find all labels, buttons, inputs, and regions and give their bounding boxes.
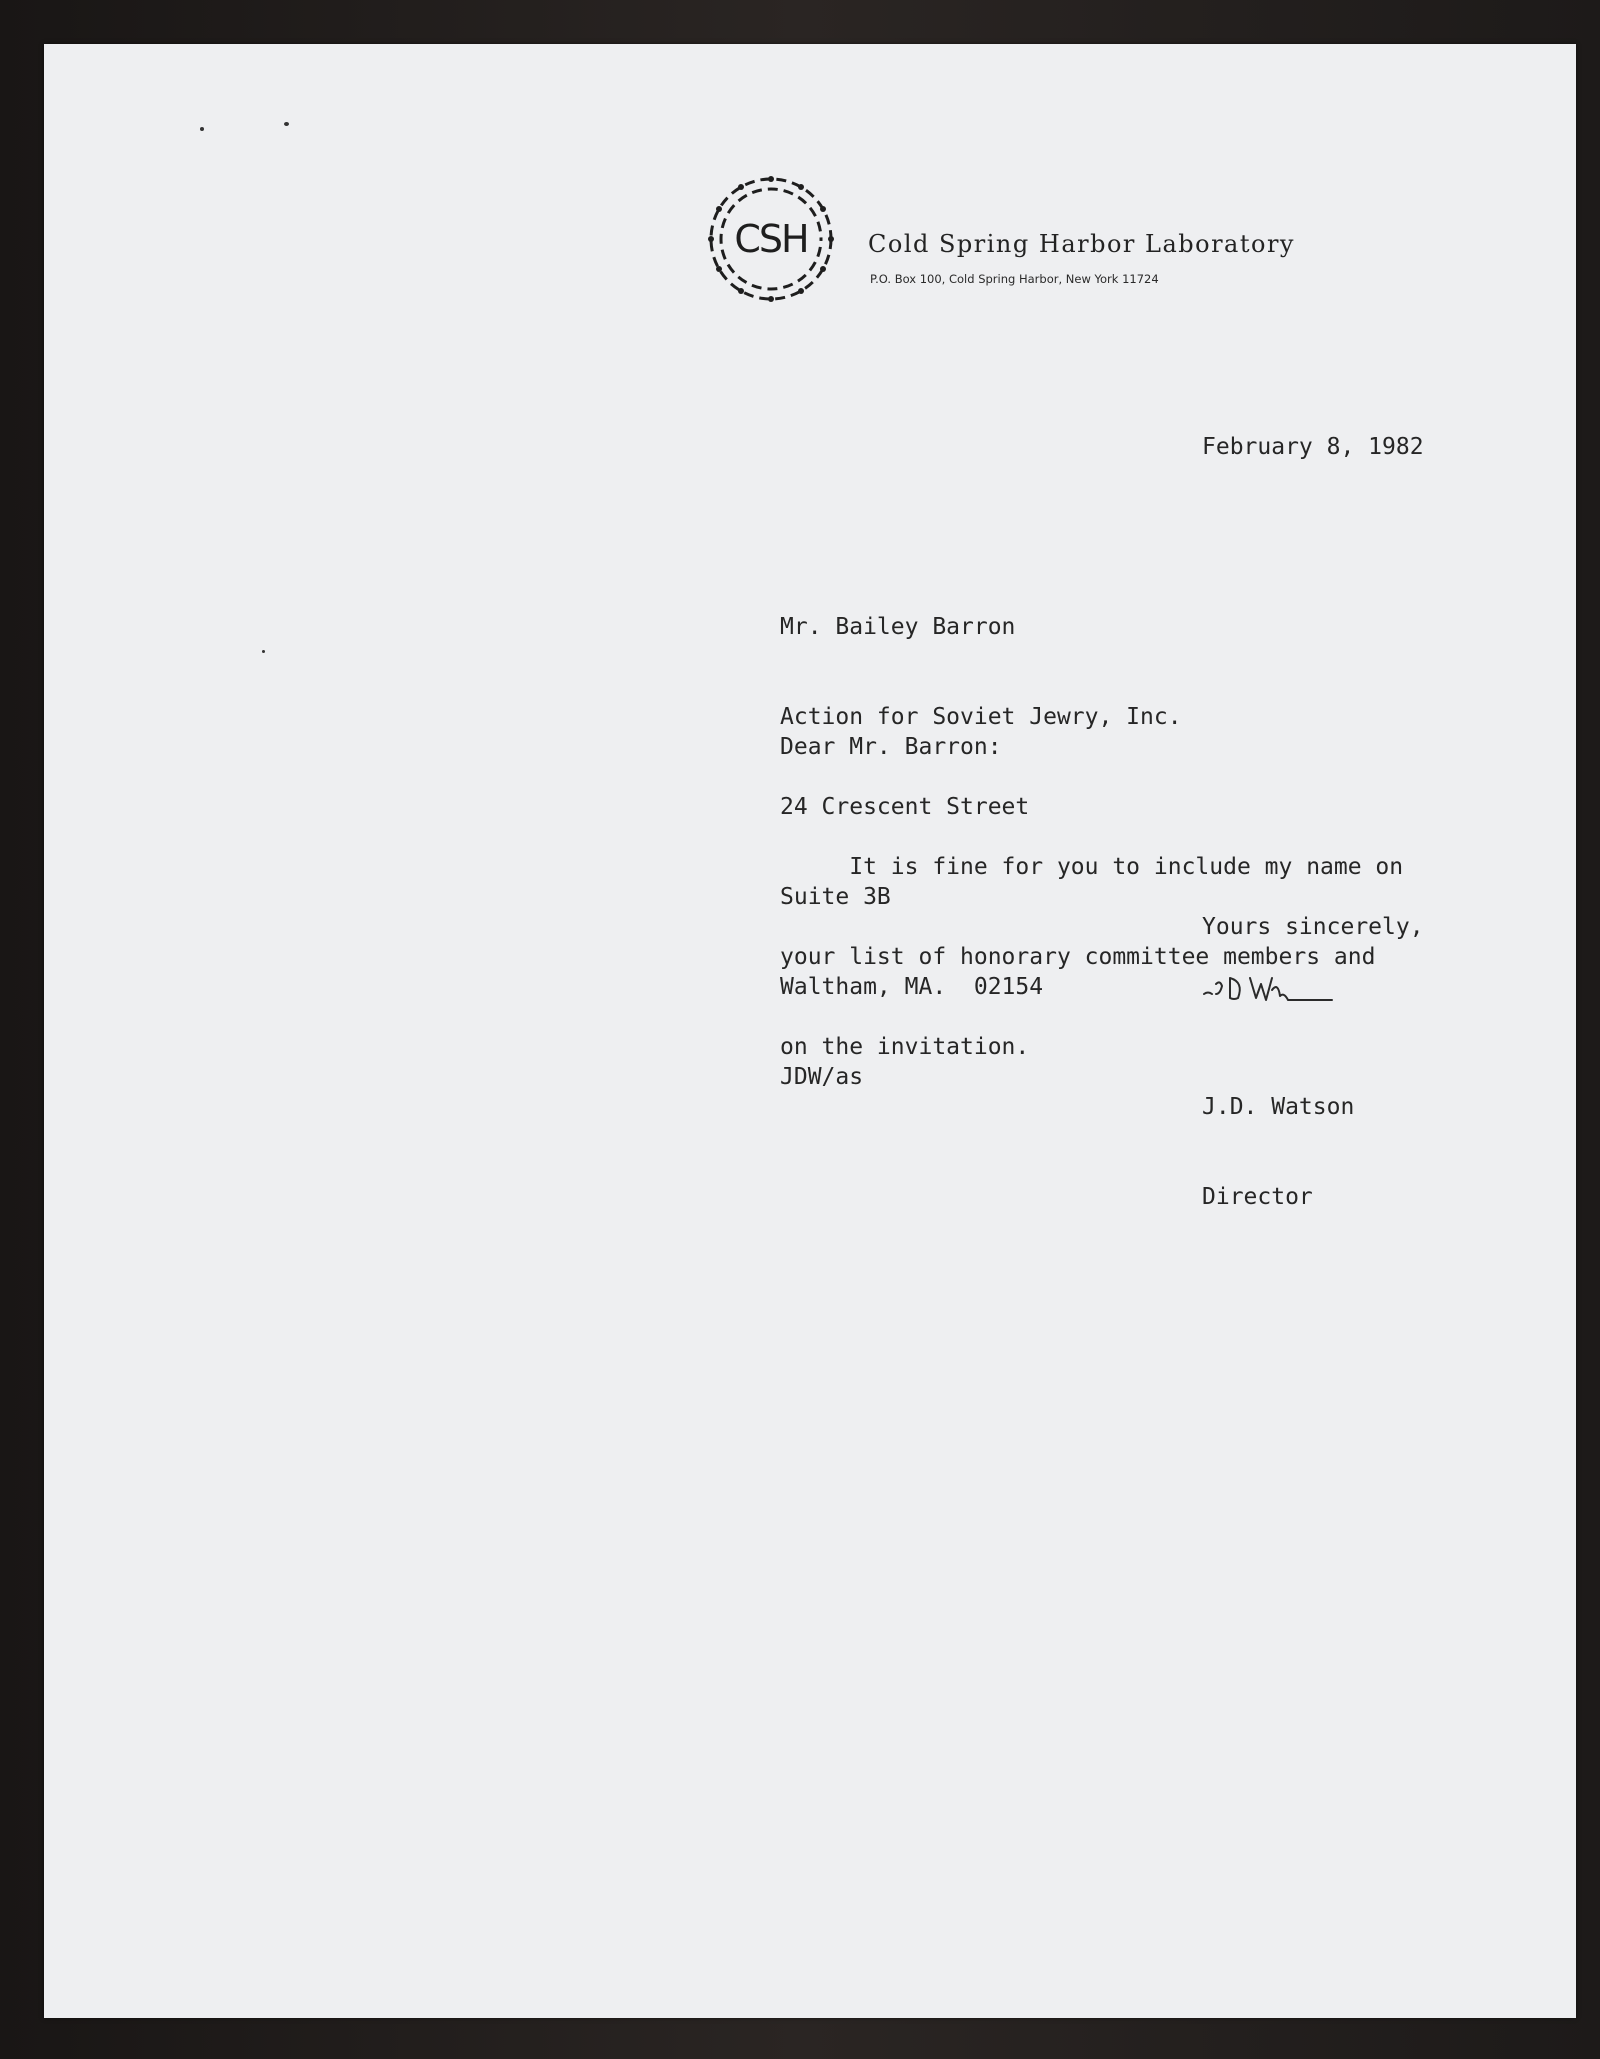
recipient-line: Action for Soviet Jewry, Inc. [780,704,1182,730]
handwritten-signature [1202,970,1336,1008]
recipient-line: Mr. Bailey Barron [780,614,1016,640]
signer-name: J.D. Watson [1202,1094,1355,1120]
letter-page [44,44,1576,2018]
paper-speck [284,122,289,126]
organization-name: Cold Spring Harbor Laboratory [868,230,1295,258]
reference-initials: JDW/as [780,1064,864,1090]
csh-logo-seal [704,172,838,306]
body-line: It is fine for you to include my name on [780,854,1404,880]
recipient-line: 24 Crescent Street [780,794,1030,820]
recipient-line: Suite 3B [780,884,891,910]
paper-speck [200,127,204,131]
closing: Yours sincerely, [1202,914,1424,940]
recipient-line: Waltham, MA. 02154 [780,974,1044,1000]
body-line: on the invitation. [780,1034,1030,1060]
body-line: your list of honorary committee members and [780,944,1376,970]
signer-title: Director [1202,1184,1313,1210]
letter-date: February 8, 1982 [1202,434,1424,460]
csh-seal-text: CSH [734,217,808,261]
organization-address: P.O. Box 100, Cold Spring Harbor, New York 11724 [870,272,1159,286]
salutation: Dear Mr. Barron: [780,734,1002,760]
paper-speck [262,650,265,653]
signer-block [1202,1032,1354,1272]
